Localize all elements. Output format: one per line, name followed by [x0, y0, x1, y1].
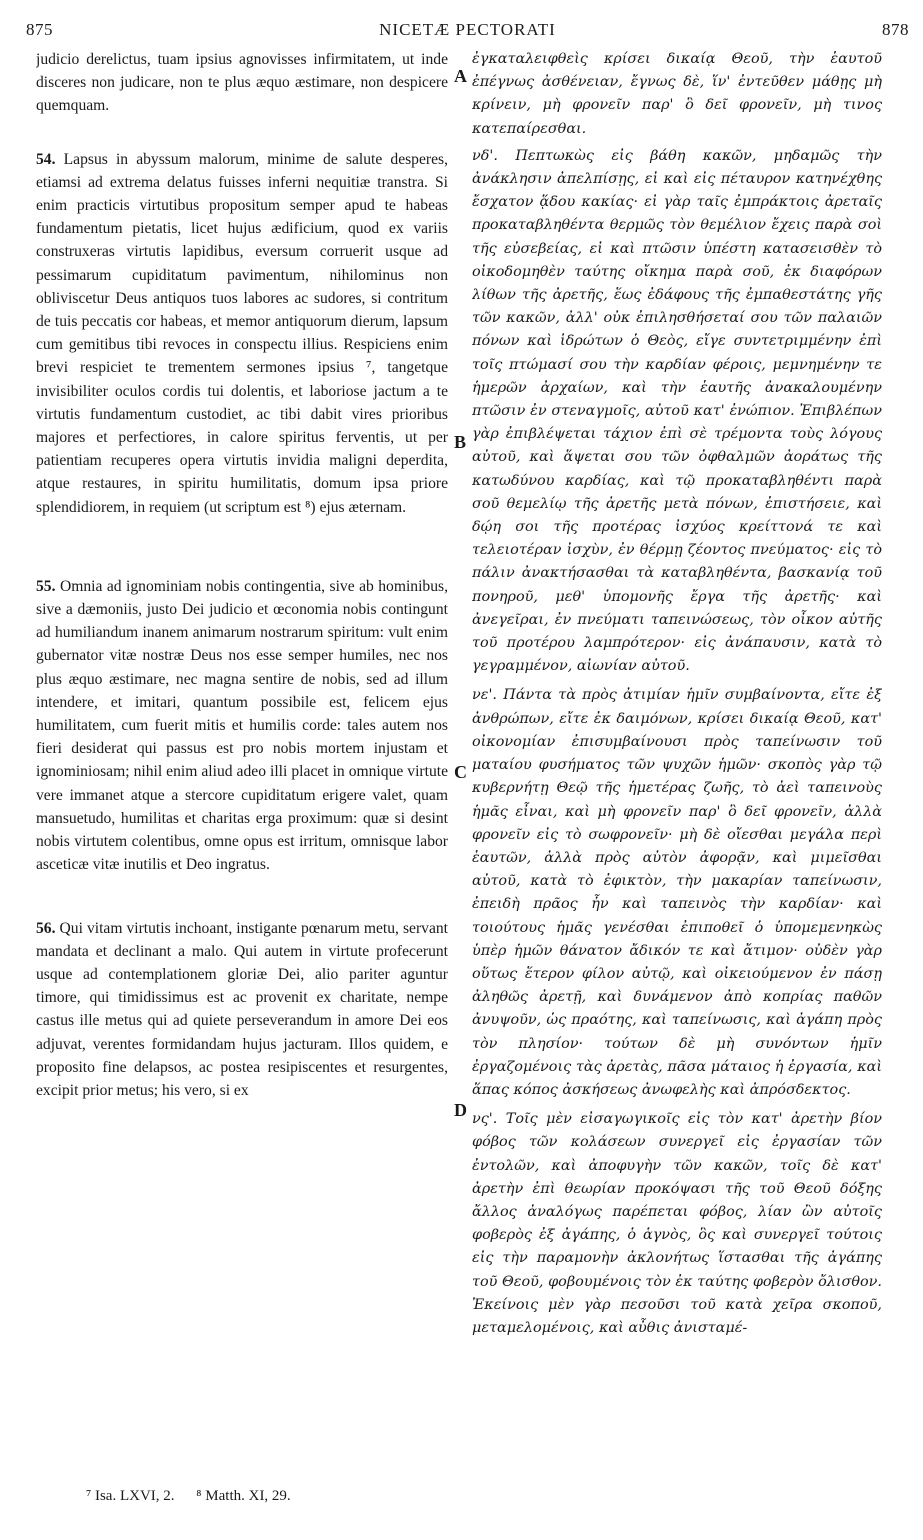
- latin-paragraph-56: [36, 917, 448, 1103]
- footnote-8: ⁸ Matth. XI, 29.: [196, 1488, 291, 1504]
- paragraph-number: 56.: [36, 919, 56, 937]
- greek-paragraph-53-end: [472, 48, 882, 141]
- paragraph-text: Qui vitam virtutis inchoant, instigante pœnarum metu, servant mandata et declinant a malo. Qui autem in virtute profecerunt usque ad contemplationem gloriæ Dei, alio pariter aguntur timore, qui timidissimus est ac provenit ex charitate, nempe castus ille metus qui ad quiete perseverandum in amore Dei eos adjuvat, verentes formidandam hujus jacturam. Illos quidem, e proposito fine delapsos, ac postea resipiscentes et resurgentes, excipit prior metus; his vero, si ex: [36, 919, 448, 1099]
- greek-paragraph-55: [472, 684, 882, 1102]
- footnotes: [86, 1488, 586, 1505]
- paragraph-number: νς'.: [472, 1111, 498, 1128]
- section-marker-d: D: [454, 1100, 467, 1120]
- greek-paragraph-54: [472, 145, 882, 679]
- section-marker-b: B: [454, 432, 467, 452]
- paragraph-number: 54.: [36, 150, 56, 168]
- latin-paragraph-55: [36, 575, 448, 877]
- latin-paragraph-54: [36, 148, 448, 519]
- paragraph-text: Πεπτωκὼς εἰς βάθη κακῶν, μηδαμῶς τὴν ἀνάκλησιν ἀπελπίσῃς, εἰ καὶ εἰς πέταυρον κατηνέχθης ἔσχατον ᾅδου κακίας· εἰ γὰρ ταῖς ἐμπράκτοις ἀρεταῖς προκαταβληθέντα θερμῶς τὸν θεμέλιον ἔχεις παρὰ σοὶ τῆς εὐσεβείας, εἰ καὶ πτῶσιν ὑπέστη κατασεισθὲν τὸ οἰκοδομηθὲν ταύτης οἴκημα παρὰ σοῦ, ἐκ διαφόρων λίθων τῆς ἀρετῆς, ἕως ἐδάφους τῆς ἐμπαθεστάτης γῆς τῶν κακῶν, ἀλλ' οὐκ ἐπιλησθήσεταί σου τῶν παλαιῶν πόνων καὶ ἱδρώτων ὁ Θεὸς, εἴγε συντετριμμένην ἐπὶ τοῖς πτώμασί σου τὴν καρδίαν φέροις, μεμνημένην τε ἡμερῶν ἀρχαίων, καὶ τὴν ἑαυτῆς ἀνακαλουμένην πτῶσιν ἐν στεναγμοῖς, αὐτοῦ κατ' ἐνώπιον. Ἐπιβλέπων γὰρ ἐπιβλέψεται τάχιον ἐπὶ σὲ τρέμοντα τοὺς λόγους αὐτοῦ, καὶ ἅψεται σου τῶν ὀφθαλμῶν ἀοράτως τῆς κατωδύνου καρδίας, καὶ τῷ προκαταβληθέντι παρὰ σοῦ θεμελίῳ τῆς ἀρετῆς μετὰ πόνων, ἐπιστήσειε, καὶ δῴη σοι τῆς προτέρας ἰσχύος κρείττονά τε καὶ τελειοτέραν ἰσχὺν, ἐν θέρμῃ ζέοντος πνεύματος· εἰς τὸ πάλιν ἀνακτήσασθαι τὰ καταβληθέντα, βασκανίᾳ τοῦ πονηροῦ, μεθ' ὑπομονῆς ἔργα τῆς ἀρετῆς· καὶ ἀνεγεῖραι, ἐν πνεύματι ταπεινώσεως, τὸν οἶκον αὐτῆς τοῦ προτέρου λαμπρότερον· εἰς ἀνάπαυσιν, κατὰ τὸ γεγραμμένον, αἰωνίαν αὐτοῦ.: [472, 147, 882, 675]
- page-number-left: 875: [26, 20, 53, 39]
- paragraph-number: νε'.: [472, 687, 498, 704]
- paragraph-text: Lapsus in abyssum malorum, minime de salute desperes, etiamsi ad extrema delatus fuisses inferni nequitiæ transtra. Si enim practicis virtutibus propositum semper apud te habeas fundamentum pietatis, licet hujus ædificium, quod ex variis construxeras virtutis lapidibus, eversum corruerit usque ad pessimarum cupiditatum pavimentum, nihilominus non obliviscetur Deus antiquos tuos labores ac sudores, si contritum de tuis peccatis cor habeas, et memor antiquorum dierum, lapsum cum gemitibus tibi revoces in conspectu illius. Respiciens enim brevi respiciet te trementem sermones ipsius ⁷, tangetque invisibiliter oculos cordis tui dolentis, et laboriose jactum a te virtutis fundamentum custodiet, ac tibi dabit vires prioribus majores et perfectiores, in calore spiritus ferventis, ut per patientiam recuperes opera virtutis invidia maligni deperdita, atque restaures, in spiritu humilitatis, domum ipsa priore splendidiorem, in requiem (ut scriptum est ⁸) ejus æternam.: [36, 150, 448, 516]
- page-header: [26, 20, 909, 50]
- greek-paragraph-56: [472, 1108, 882, 1340]
- greek-column: [472, 48, 882, 1468]
- paragraph-text: Πάντα τὰ πρὸς ἀτιμίαν ἡμῖν συμβαίνοντα, εἴτε ἐξ ἀνθρώπων, εἴτε ἐκ δαιμόνων, κρίσει δικαίᾳ Θεοῦ, κατ' οἰκονομίαν ἐπισυμβαίνουσι πρὸς ταπείνωσιν τοῦ ματαίου φυσήματος τῶν ψυχῶν ἡμῶν· σκοπὸς γὰρ τῷ κυβερνήτῃ Θεῷ τῆς ἡμετέρας ζωῆς, τὸ ἀεὶ ταπεινοὺς ἡμᾶς εἶναι, καὶ μὴ φρονεῖν παρ' ὃ δεῖ φρονεῖν, ἀλλὰ φρονεῖν εἰς τὸ σωφρονεῖν· μὴ δὲ οἴεσθαι μεγάλα περὶ ἑαυτῶν, ἀλλὰ πρὸς αὐτὸν ἀφορᾷν, καὶ μιμεῖσθαι αὐτοῦ, κατὰ τὸ ἐφικτὸν, τὴν μακαρίαν ταπείνωσιν, ἐπειδὴ πρᾶος ἦν καὶ ταπεινὸς τὴν καρδίαν· καὶ τοιούτους ἡμᾶς γενέσθαι ἐπιποθεῖ ὁ ὑπομεμενηκὼς ὑπὲρ ἡμῶν θάνατον ἄδικόν τε καὶ ἄτιμον· οὐδὲν γὰρ οὕτως ἕτερον φίλον αὐτῷ, καὶ οἰκειούμενον ἐν πάσῃ ἀληθῶς ἀρετῇ, καὶ δυνάμενον ἀπὸ κοπρίας παθῶν ἀνυψοῦν, ὡς πραότης, καὶ ταπείνωσις, καὶ ἀγάπη πρὸς τὸν πλησίον· τούτων δὲ μὴ συνόντων ἡμῖν ἐργαζομένοις τὰς ἀρετὰς, πᾶσα μάταιος ἡ ἐργασία, καὶ ἅπας κόπος ἀσκήσεως ἀνωφελὴς καὶ ἀπρόσδεκτος.: [472, 687, 882, 1098]
- latin-paragraph-53-end: [36, 48, 448, 118]
- page-number-right: 878: [882, 20, 909, 39]
- paragraph-text: Omnia ad ignominiam nobis contingentia, sive ab hominibus, sive a dæmoniis, justo Dei judicio et œconomia nobis contingunt ad humiliandum inanem animarum nostrarum spiritum: vult enim gubernator vitæ nostræ Deus nos esse semper humiles, nec nos plus æquo æstimare, nec magna sentire de nobis, sed ad illum intendere, et imitari, quantum possibile est, felicem ejus humilitatem, cum fuerit mitis et humilis corde: tales autem nos fieri desiderat qui passus est pro nobis mortem injustam et ignominiosam; nihil enim aliud adeo illi placet in omnique virtute vere immanet atque a stercore cupiditatum erigere valet, quam mansuetudo, humilitas et charitas erga proximum: quæ si desint nobis virtutem colentibus, omne opus est irritum, omnisque labor asceticæ vitæ inutilis et Deo ingratus.: [36, 577, 448, 874]
- paragraph-text: judicio derelictus, tuam ipsius agnovisses infirmitatem, ut inde disceres non judicare, non te plus æquo æstimare, non despicere quemquam.: [36, 51, 448, 115]
- section-marker-a: A: [454, 66, 467, 86]
- paragraph-text: Τοῖς μὲν εἰσαγωγικοῖς εἰς τὸν κατ' ἀρετὴν βίον φόβος τῶν κολάσεων συνεργεῖ εἰς ἐργασίαν τῶν ἐντολῶν, καὶ ἀποφυγὴν τῶν κακῶν, τοῖς δὲ κατ' ἀρετὴν ἐπὶ θεωρίαν προκόψασι τῆς τοῦ Θεοῦ δόξης ἄλλος ἀναλόγως παρέπεται φόβος, λίαν ὢν αὐτοῖς φοβερὸς ἐξ ἀγάπης, ὁ ἁγνὸς, ὃς καὶ συνεργεῖ τούτοις εἰς τὴν παραμονὴν ἀκλονήτως ἵστασθαι τῆς ἀγάπης τοῦ Θεοῦ, φοβουμένοις τὸν ἐκ ταύτης φοβερὸν ὄλισθον. Ἐκείνοις μὲν γὰρ πεσοῦσι τοῦ κατὰ χεῖρα σκοποῦ, μεταμελομένοις, καὶ αὖθις ἀνισταμέ-: [472, 1111, 882, 1336]
- running-title: NICETÆ PECTORATI: [379, 20, 556, 39]
- paragraph-number: 55.: [36, 577, 56, 595]
- footnote-7: ⁷ Isa. LXVI, 2.: [86, 1488, 175, 1504]
- section-marker-c: C: [454, 762, 467, 782]
- paragraph-text: ἐγκαταλειφθεὶς κρίσει δικαίᾳ Θεοῦ, τὴν ἑαυτοῦ ἐπέγνως ἀσθένειαν, ἔγνως δὲ, ἵν' ἐντεῦθεν μάθῃς μὴ κρίνειν, μὴ φρονεῖν παρ' ὃ δεῖ φρονεῖν, μὴ τινος κατεπαίρεσθαι.: [472, 51, 882, 137]
- latin-column: [36, 48, 448, 1468]
- paragraph-number: νδ'.: [472, 147, 498, 164]
